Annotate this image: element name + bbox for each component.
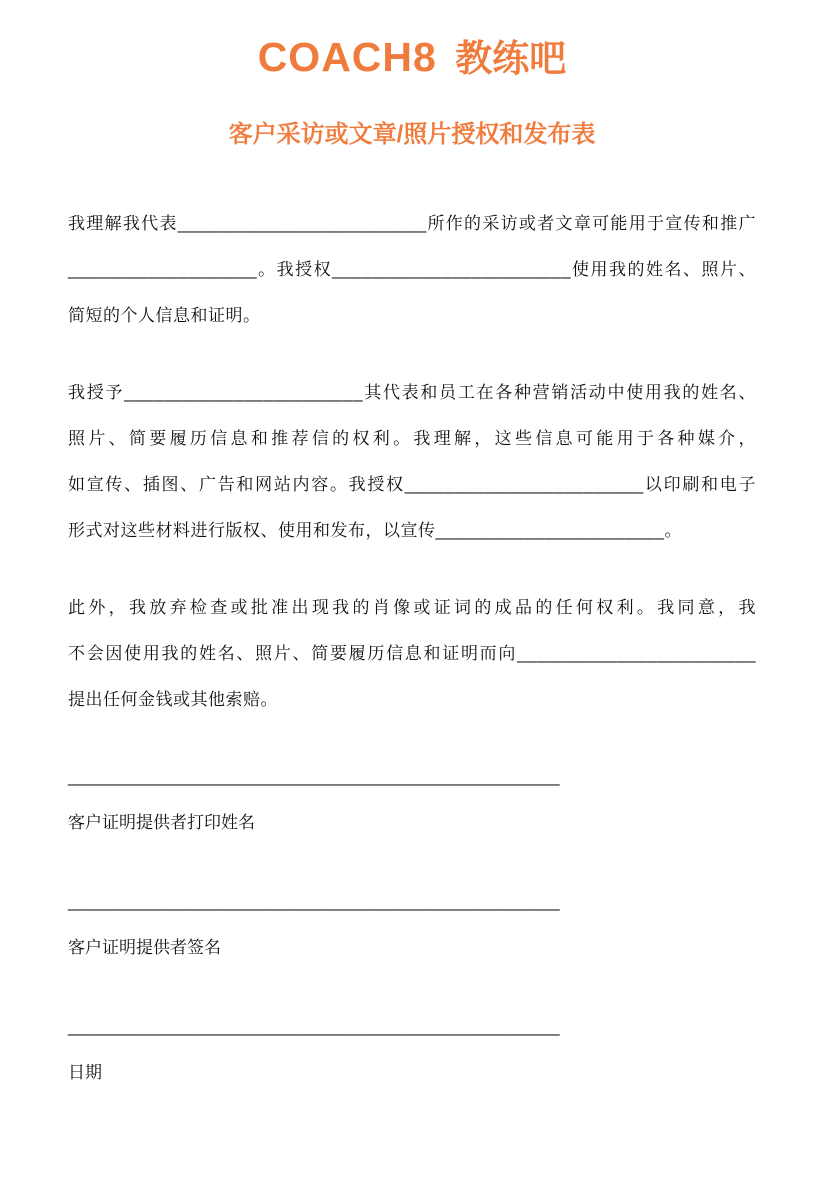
signature-label-signature: 客户证明提供者签名 xyxy=(68,938,221,957)
form-body xyxy=(0,201,824,723)
paragraph-2-line-2: 照片、简要履历信息和推荐信的权利。我理解，这些信息可能用于各种媒介， xyxy=(68,429,756,448)
signature-label-printed-name: 客户证明提供者打印姓名 xyxy=(68,813,255,832)
paragraph-2-line-3: 如宣传、插图、广告和网站内容。我授权________________________以印刷和电子 xyxy=(68,475,756,494)
form-title: 客户采访或文章/照片授权和发布表 xyxy=(228,121,596,148)
paragraph-3-line-2: 不会因使用我的姓名、照片、简要履历信息和证明而向________________________ xyxy=(68,644,756,663)
paragraph-2-line-1: 我授予________________________其代表和员工在各种营销活动中使用我的姓名、 xyxy=(68,383,756,402)
paragraph-3-line-1: 此外，我放弃检查或批准出现我的肖像或证词的成品的任何权利。我同意，我 xyxy=(68,598,756,617)
paragraph-1-line-2: ___________________。我授权________________________使用我的姓名、照片、 xyxy=(68,260,756,279)
signature-section xyxy=(0,754,824,1096)
signature-block-signature xyxy=(68,879,756,971)
paragraph-1-line-1: 我理解我代表_________________________所作的采访或者文章可能用于宣传和推广 xyxy=(68,214,756,233)
paragraph-1 xyxy=(68,201,756,339)
brand-logo-latin: COACH8 xyxy=(257,34,437,80)
signature-line-signature: ____________________________________________________ xyxy=(68,892,560,911)
signature-block-printed-name xyxy=(68,754,756,846)
paragraph-1-line-3: 简短的个人信息和证明。 xyxy=(68,306,261,325)
signature-block-date xyxy=(68,1004,756,1096)
signature-line-printed-name: ____________________________________________________ xyxy=(68,767,560,786)
paragraph-2 xyxy=(68,370,756,554)
paragraph-3 xyxy=(68,585,756,723)
brand-logo xyxy=(0,0,824,82)
signature-line-date: ____________________________________________________ xyxy=(68,1017,560,1036)
signature-label-date: 日期 xyxy=(68,1063,102,1082)
brand-logo-cjk: 教练吧 xyxy=(455,38,567,79)
paragraph-2-line-4: 形式对这些材料进行版权、使用和发布，以宣传_______________________。 xyxy=(68,521,682,540)
paragraph-3-line-3: 提出任何金钱或其他索赔。 xyxy=(68,690,278,709)
